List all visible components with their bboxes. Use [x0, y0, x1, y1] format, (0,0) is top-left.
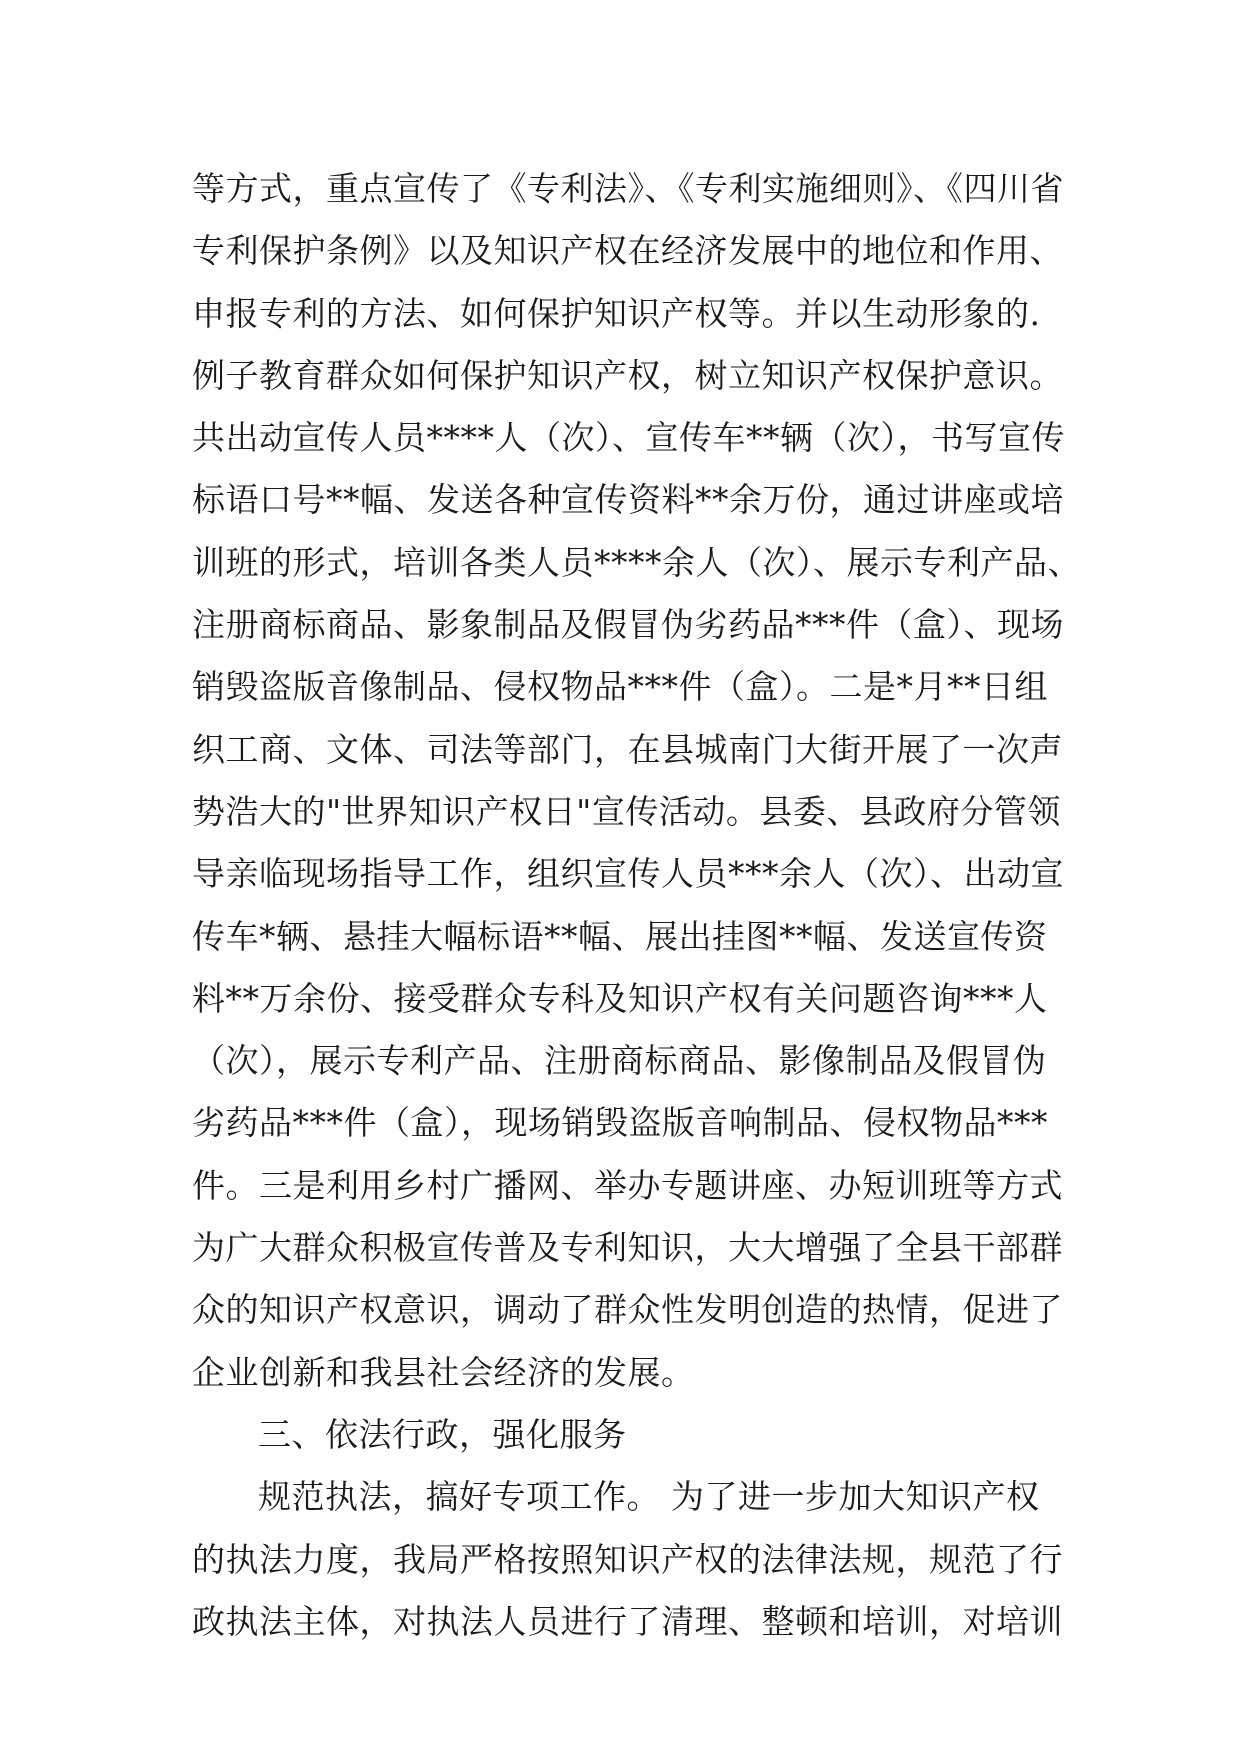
text-line: 的执法力度，我局严格按照知识产权的法律法规，规范了行 — [192, 1539, 1063, 1579]
text-line: 注册商标商品、影象制品及假冒伪劣药品***件（盒）、现场 — [192, 605, 1064, 645]
text-line: 势浩大的"世界知识产权日"宣传活动。县委、县政府分管领 — [192, 791, 1061, 831]
text-line: 等方式，重点宣传了《专利法》、《专利实施细则》、《四川省 — [192, 169, 1064, 208]
text-line: 专利保护条例》以及知识产权在经济发展中的地位和作用、 — [192, 231, 1063, 271]
text-line: 政执法主体，对执法人员进行了清理、整顿和培训，对培训 — [192, 1601, 1063, 1641]
text-line: 件。三是利用乡村广播网、举办专题讲座、办短训班等方式 — [192, 1165, 1063, 1205]
body-text — [192, 158, 1081, 1653]
text-line: 销毁盗版音像制品、侵权物品***件（盒）。二是*月**日组 — [192, 667, 1048, 707]
text-line: 传车*辆、悬挂大幅标语**幅、展出挂图**幅、发送宣传资 — [192, 916, 1048, 956]
text-line: （次），展示专利产品、注册商标商品、影像制品及假冒伪 — [192, 1041, 1047, 1081]
text-line: 织工商、文体、司法等部门，在县城南门大街开展了一次声 — [192, 729, 1063, 769]
section-heading: 三、依法行政，强化服务 — [258, 1414, 627, 1454]
text-line: 申报专利的方法、如何保护知识产权等。并以生动形象的. — [192, 293, 1041, 333]
paragraph-start-line: 规范执法，搞好专项工作。 为了进一步加大知识产权 — [258, 1477, 1040, 1517]
text-line: 为广大群众积极宣传普及专利知识，大大增强了全县干部群 — [192, 1228, 1063, 1268]
text-line: 共出动宣传人员****人（次）、宣传车**辆（次），书写宣传 — [192, 418, 1065, 458]
text-line: 众的知识产权意识，调动了群众性发明创造的热情，促进了 — [192, 1290, 1063, 1330]
text-line: 导亲临现场指导工作，组织宣传人员***余人（次）、出动宣 — [192, 854, 1064, 894]
text-line: 劣药品***件（盒），现场销毁盗版音响制品、侵权物品*** — [192, 1103, 1048, 1143]
text-line: 标语口号**幅、发送各种宣传资料**余万份，通过讲座或培 — [192, 480, 1064, 520]
text-line: 例子教育群众如何保护知识产权，树立知识产权保护意识。 — [192, 355, 1063, 395]
text-line: 企业创新和我县社会经济的发展。 — [192, 1352, 695, 1392]
text-line: 训班的形式，培训各类人员****余人（次）、展示专利产品、 — [192, 542, 1081, 582]
text-line: 料**万余份、接受群众专科及知识产权有关问题咨询***人 — [192, 978, 1048, 1018]
